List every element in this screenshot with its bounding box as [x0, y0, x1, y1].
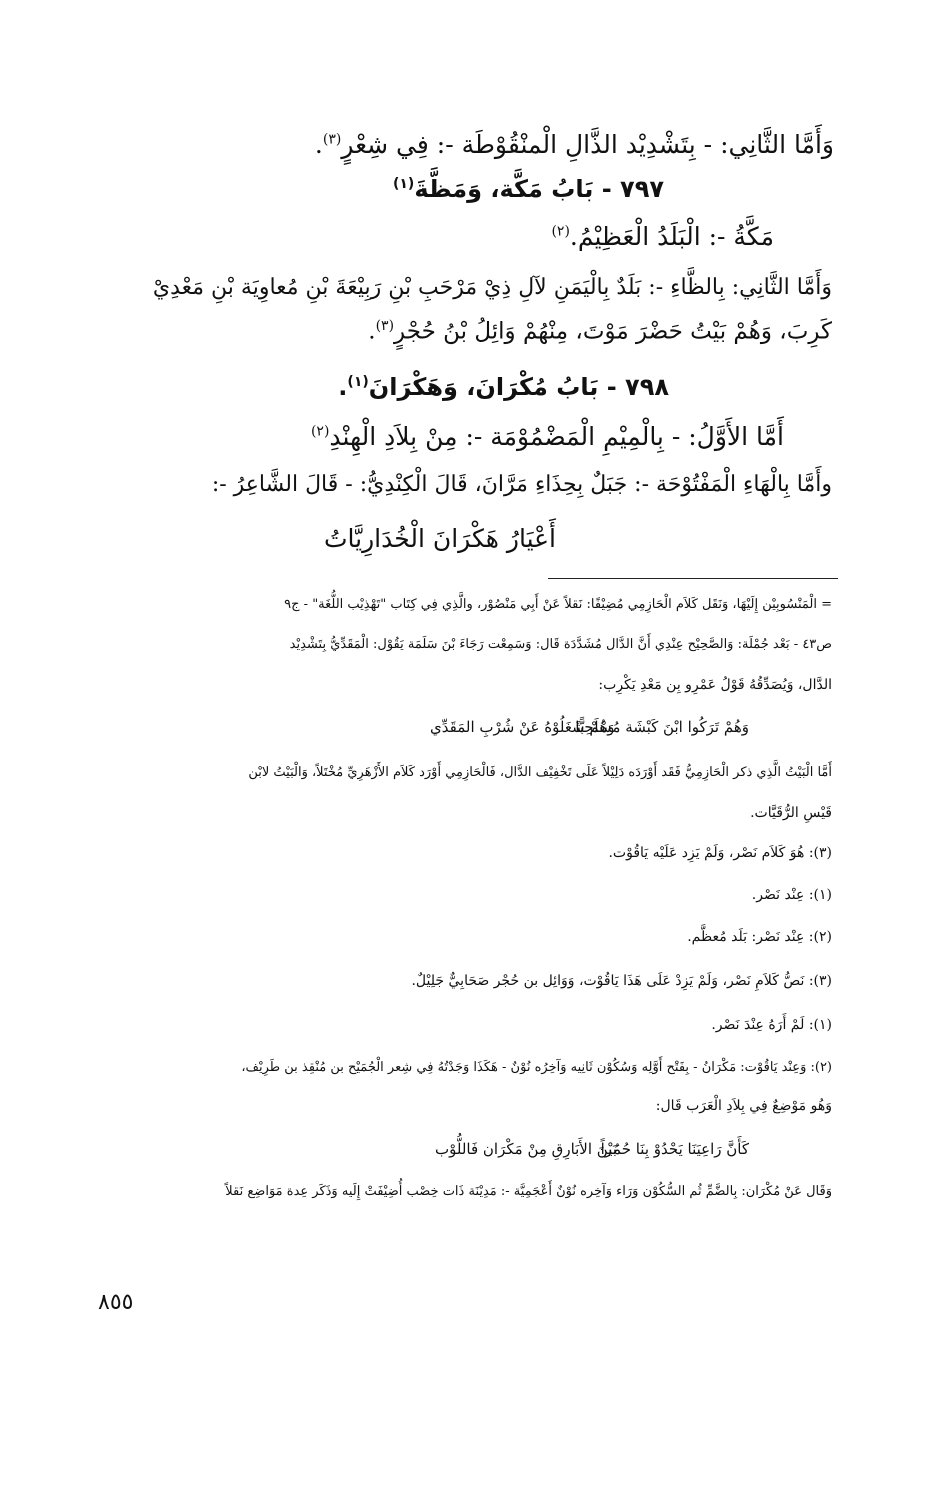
footnote-3a: (٣): هُوَ كَلاَم نَصْر، وَلَمْ يَزِد عَلَيْه يَاقُوْت. [608, 845, 832, 861]
section-heading-798: ٧٩٨ - بَابُ مُكْرَانَ، وَهَكْرَانَ$^{(١)}$. [338, 373, 669, 401]
footnote-ref: (١) [392, 176, 415, 192]
main-line-1: وَأَمَّا الثَّانِي: - بِتَشْدِيْد الذَّالِ الْمنْقُوْطَة -: فِي شِعْرٍ$^{(٣)}$. [314, 130, 834, 159]
section-heading-797-text: ٧٩٧ - بَابُ مَكَّة، وَمَظَّةَ [414, 175, 664, 203]
footnote-ref: (٢) [551, 223, 570, 240]
main-line-8-text: وأَمَّا بِالْهَاءِ الْمَفْتُوْحَة -: جَبَلٌ بِحِذَاءِ مَرَّانَ، قَالَ الْكِنْدِيُّ: - قَالَ الشَّاعِرُ -: [211, 472, 832, 497]
main-line-4-text: وَأَمَّا الثَّانِي: بِالظَّاءِ -: بَلَدٌ بِالْيَمَنِ لآلِ ذِيْ مَرْحَبِ بْنِ رَبِيْعَةَ بْنِ مُعاوِيَة بْنِ مَعْدِيْ [152, 275, 832, 300]
footnote-ref: (٣) [322, 131, 342, 148]
footnote-line: ص٤٣ - بَعْد جُمْلَة: وَالصَّحِيْح عِنْدِي أَنَّ الدَّال مُشَدَّدَة قَال: وَسَمِعْت رَجَاءَ بْنَ سَلَمَة يَقُوْل: الْمَقَدِّيُّ بِتَشْدِيْد [289, 637, 832, 652]
footnote-separator [548, 578, 838, 579]
verse-hemistich-left: وَهُمْ شَغَلُوْهُ عَنْ شُرْبِ المَقَدِّي [430, 718, 615, 736]
main-line-5: كَرِبَ، وَهُمْ بَيْتُ حَضْرَ مَوْتَ، مِنْهُمْ وَائِلُ بْنُ حُجْرٍ$^{(٣)}$. [368, 318, 832, 345]
footnote-1a: (١): عِنْد نَصْر. [751, 887, 832, 903]
main-line-9 [324, 524, 556, 553]
main-line-9-text: أَعْيَارُ هَكْرَانَ الْخُدَارِيَّاتُ [323, 524, 556, 553]
footnote-line: أَمَّا الْبَيْتُ الَّذِي ذكر الْحَازِمِيُّ فَقَد أَوْرَدَه دَلِيْلاً عَلَى تَخْفِيْف الدَّال، فَالْحَازِمِي أَوْرَد كَلاَم الأَزْهَرِيِّ مُخْتَلاً، وَالْبَيْتُ لابْن [248, 765, 832, 780]
section-heading-798-text: ٧٩٨ - بَابُ مُكْرَانَ، وَهَكْرَانَ [368, 373, 669, 401]
page-number: ٨٥٥ [98, 1290, 134, 1315]
footnote-line: وَهُو مَوْضِعٌ فِي بِلاَدِ الْعَرَب قَال: [655, 1098, 832, 1114]
section-heading-797 [393, 175, 664, 203]
footnote-line: الدَّال، وَيُصَدِّقُهُ قَوْلُ عَمْرِو بِن مَعْدِ يَكْرِب: [598, 677, 832, 693]
footnote-2a: (٢): عِنْد نَصْر: بَلَد مُعظَّم. [687, 929, 832, 945]
verse-hemistich-right: كَأَنَّ رَاعِيَنَا يَحْدُوْ بِنَا حُمُراً [600, 1140, 749, 1158]
main-line-5-text: كَرِبَ، وَهُمْ بَيْتُ حَضْرَ مَوْتَ، مِنْهُمْ وَائِلُ بْنُ حُجْرٍ [394, 318, 832, 345]
footnote-ref: (٣) [375, 318, 395, 334]
footnote-1b: (١): لَمْ أَرَهُ عِنْدَ نَصْر. [711, 1017, 832, 1033]
main-line-7-text: أَمَّا الأَوَّلُ: - بِالْمِيْمِ الْمَضْمُوْمَة -: مِنْ بِلاَدِ الْهِنْدِ [329, 422, 784, 451]
verse-hemistich-left: بَيْنَ الأَبَارِقِ مِنْ مَكْرَان فَاللُّوْب [435, 1140, 617, 1158]
footnote-ref: (٢) [310, 423, 330, 440]
footnote-line: وَقَال عَنْ مُكْرَان: بِالضَّمِّ ثُم السُّكُوْن وَرَاء وَآخِره نُوْنٌ أَعْجَمِيَّة -: مَدِيْنَة ذَات خِصْب أُضِيْفَتْ إِلَيه وَذَكَر عِدة مَوَاضِع نَقلاً [225, 1184, 832, 1199]
main-line-4 [153, 275, 832, 300]
main-line-1-text: وَأَمَّا الثَّانِي: - بِتَشْدِيْد الذَّالِ الْمنْقُوْطَة -: فِي شِعْرٍ [341, 130, 834, 159]
verse-hemistich-right: وَهُمْ تَرَكُوا ابْنَ كَبْشَة مُسْلَحِبًّا [575, 718, 749, 736]
footnote-2b: (٢): وَعِنْد يَاقُوْت: مَكْرَانُ - بِفَتْح أَوَّلِه وَسُكُوْن ثَانِيه وَآخِرُه نُوْنٌ - هَكَذَا وَجَدْتُهُ فِي شِعر الْجُمَيْح بن مُنْقِذ بن طَرِيْف، [241, 1060, 832, 1075]
footnote-ref: (١) [347, 374, 369, 390]
footnote-line: قَيْسِ الرُّقَيَّات. [750, 805, 832, 821]
main-line-3 [551, 222, 774, 251]
main-line-3-text: مَكَّةُ -: الْبَلَدُ الْعَظِيْمُ. [569, 222, 774, 251]
main-line-8 [212, 472, 832, 497]
footnote-line: = الْمَنْسُوبِيْن إِلَيْهَا، وَنَقَل كَلاَم الْحَازِمِي مُضِيْفًا: نَقلاً عَنْ أَبِي مَنْصُوْر، والَّذِي فِي كِتَاب "تَهْذِيْب اللُّغَة" - ج٩ [284, 597, 832, 612]
footnote-3b: (٣): نَصُّ كَلاَمِ نَصْر، وَلَمْ يَزِدْ عَلَى هَذَا يَاقُوْت، وَوَائِل بن حُجْر صَحَابِيٌّ جَلِيْلٌ. [411, 973, 832, 989]
main-line-7 [311, 422, 784, 451]
